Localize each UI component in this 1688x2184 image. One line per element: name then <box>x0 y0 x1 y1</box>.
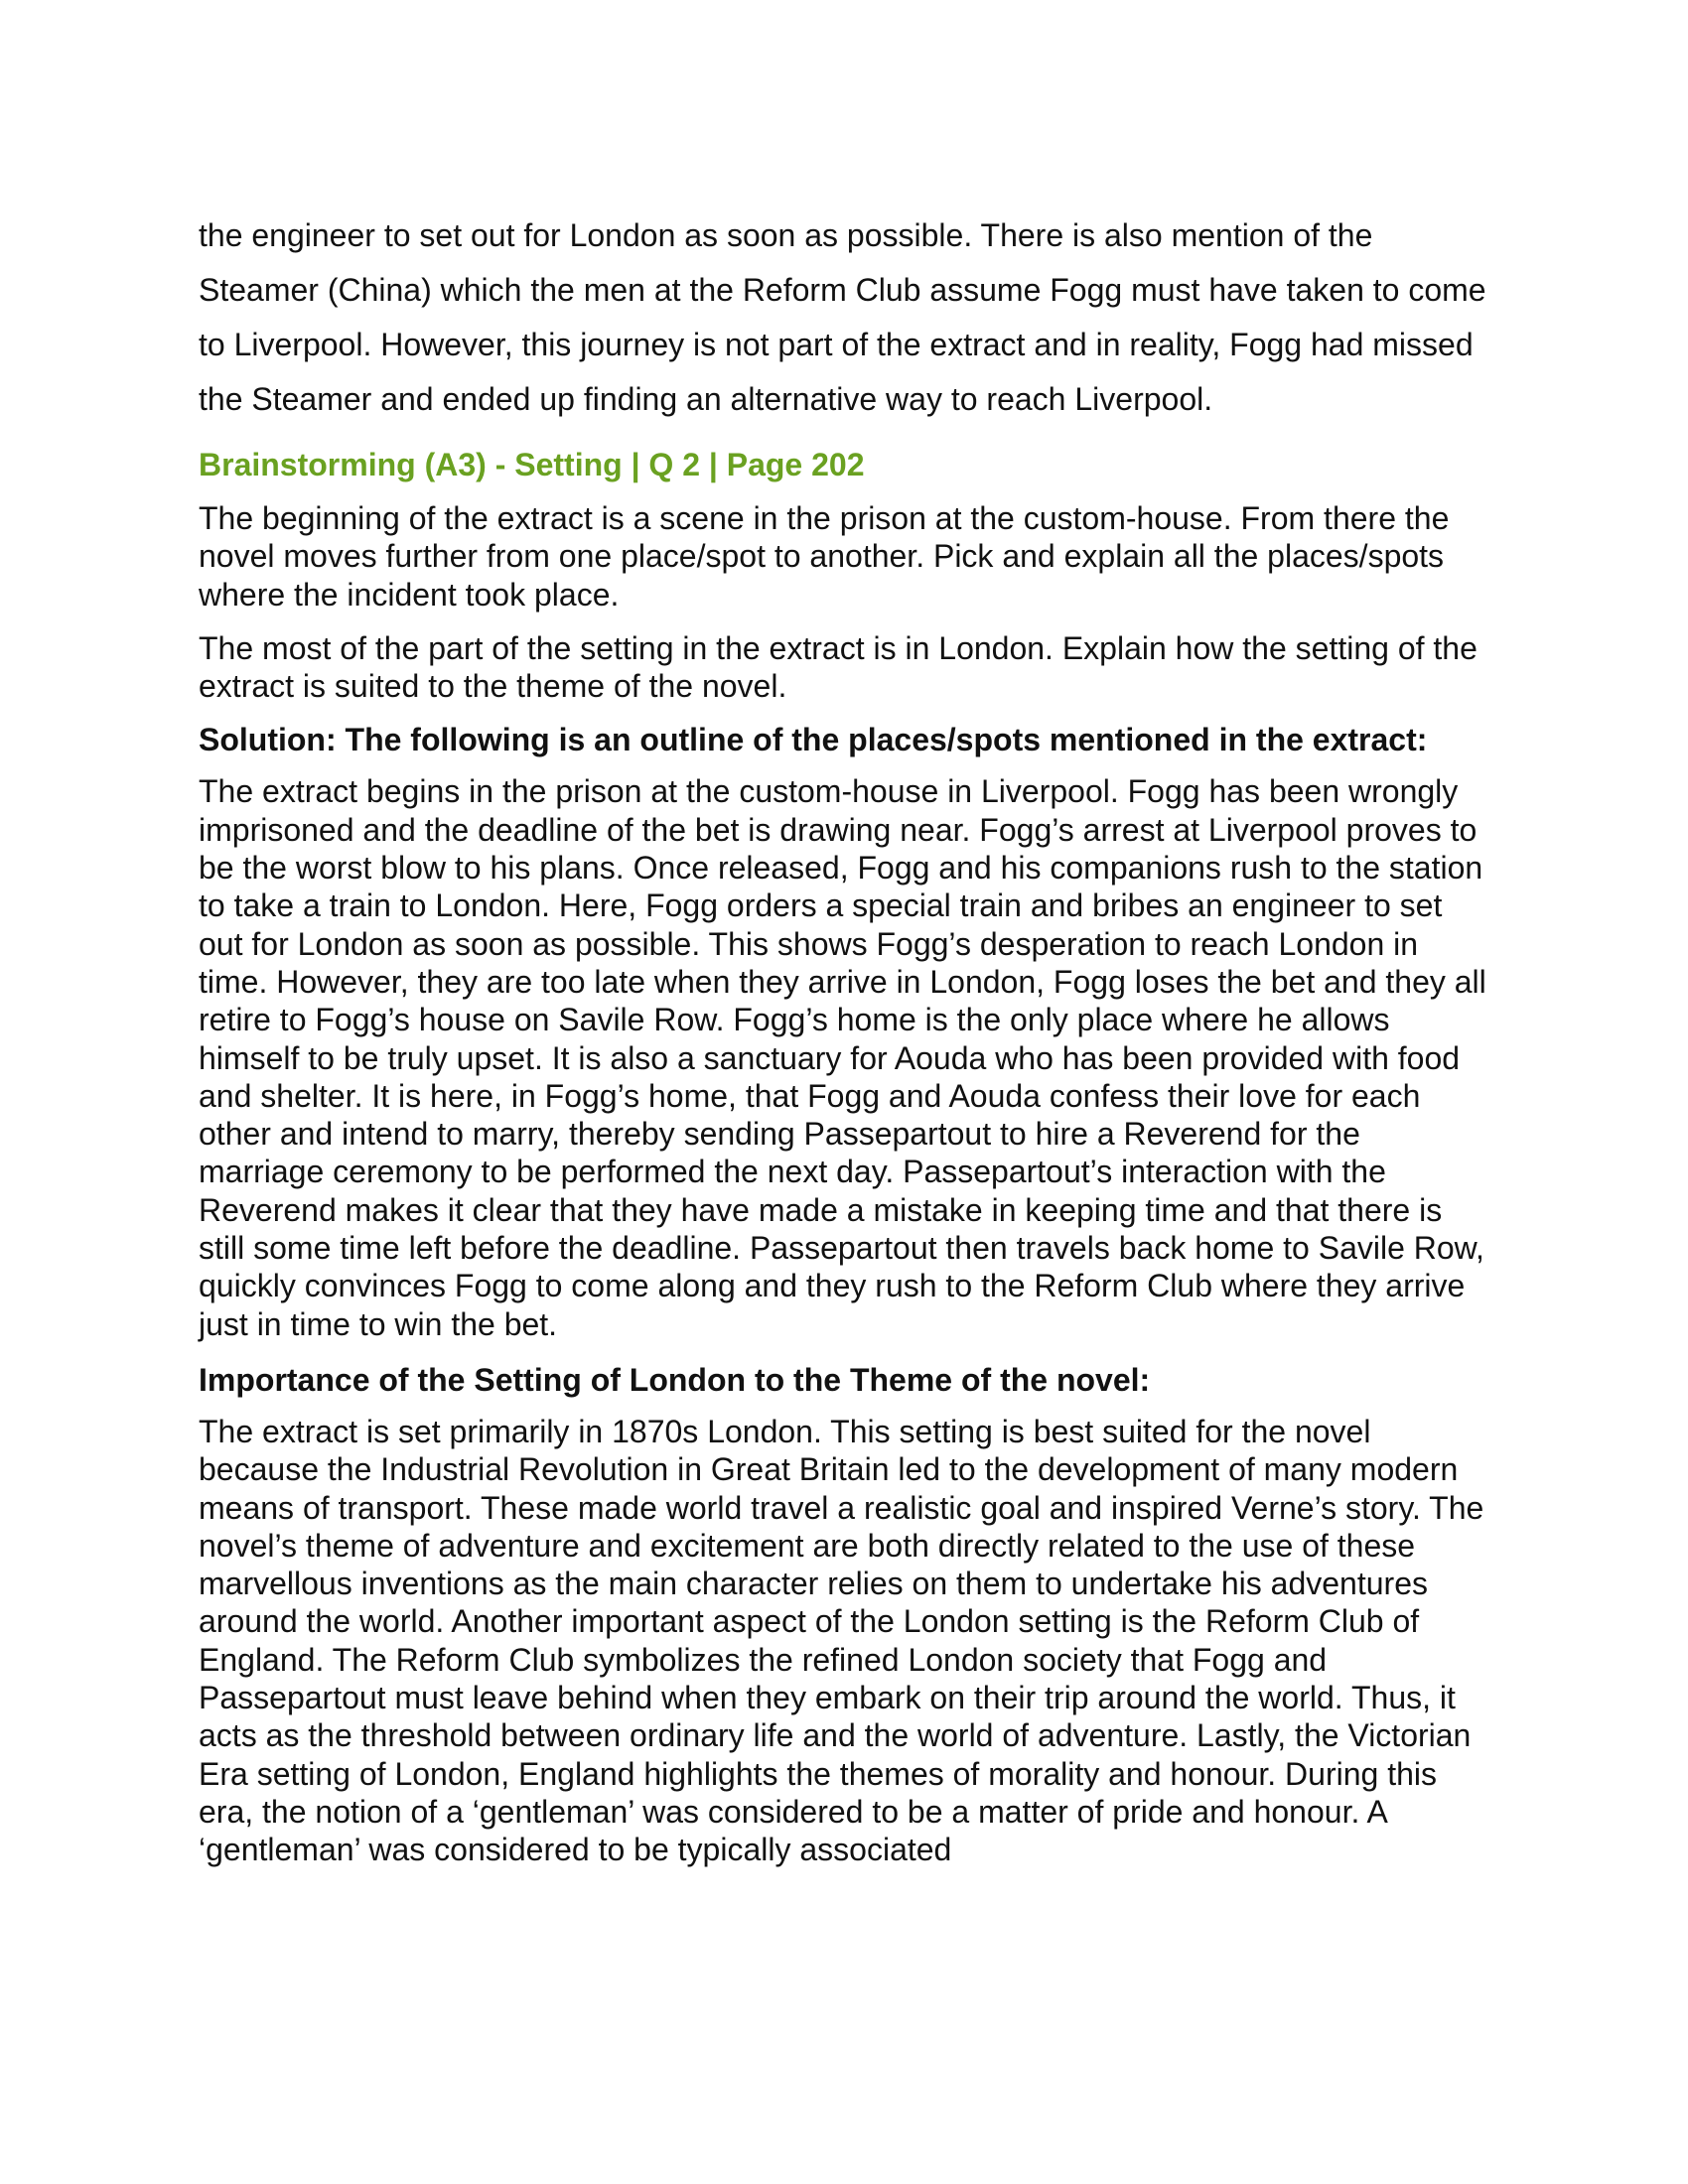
importance-label: Importance of the Setting of London to the Theme of the novel: <box>199 1361 1151 1398</box>
intro-paragraph: the engineer to set out for London as soon as possible. There is also mention of the Steamer (China) which the men at the Reform Club assume Fogg must have taken to come to Liverpool. However, this journey is not part of the extract and in reality, Fogg had missed the Steamer and ended up finding an alternative way to reach Liverpool. <box>199 217 1486 417</box>
importance-paragraph: The extract is set primarily in 1870s London. This setting is best suited for the novel because the Industrial Revolution in Great Britain led to the development of many modern means of transport. These made world travel a realistic goal and inspired Verne’s story. The novel’s theme of adventure and excitement are both directly related to the use of these marvellous inventions as the main character relies on them to undertake his adventures around the world. Another important aspect of the London setting is the Reform Club of England. The Reform Club symbolizes the refined London society that Fogg and Passepartout must leave behind when they embark on their trip around the world. Thus, it acts as the threshold between ordinary life and the world of adventure. Lastly, the Victorian Era setting of London, England highlights the themes of morality and honour. During this era, the notion of a ‘gentleman’ was considered to be a matter of pride and honour. A ‘gentleman’ was considered to be typically associated <box>199 1413 1484 1868</box>
question-2: The most of the part of the setting in the extract is in London. Explain how the setting of the extract is suited to the theme of the novel. <box>199 629 1477 705</box>
solution-paragraph: The extract begins in the prison at the custom-house in Liverpool. Fogg has been wrongly imprisoned and the deadline of the bet is drawing near. Fogg’s arrest at Liverpool proves to be the worst blow to his plans. Once released, Fogg and his companions rush to the station to take a train to London. Here, Fogg orders a special train and bribes an engineer to set out for London as soon as possible. This shows Fogg’s desperation to reach London in time. However, they are too late when they arrive in London, Fogg loses the bet and they all retire to Fogg’s house on Savile Row. Fogg’s home is the only place where he allows himself to be truly upset. It is also a sanctuary for Aouda who has been provided with food and shelter. It is here, in Fogg’s home, that Fogg and Aouda confess their love for each other and intend to marry, thereby sending Passepartout to hire a Reverend for the marriage ceremony to be performed the next day. Passepartout’s interaction with the Reverend makes it clear that they have made a mistake in keeping time and that there is still some time left before the deadline. Passepartout then travels back home to Savile Row, quickly convinces Fogg to come along and they rush to the Reform Club where they arrive just in time to win the bet. <box>199 773 1486 1342</box>
question-1: The beginning of the extract is a scene in the prison at the custom-house. From there the novel moves further from one place/spot to another. Pick and explain all the places/spots where the incident took place. <box>199 500 1450 613</box>
section-heading: Brainstorming (A3) - Setting | Q 2 | Page 202 <box>199 447 865 482</box>
solution-label: Solution: The following is an outline of the places/spots mentioned in the extract: <box>199 722 1428 758</box>
page-content <box>199 208 1489 1869</box>
